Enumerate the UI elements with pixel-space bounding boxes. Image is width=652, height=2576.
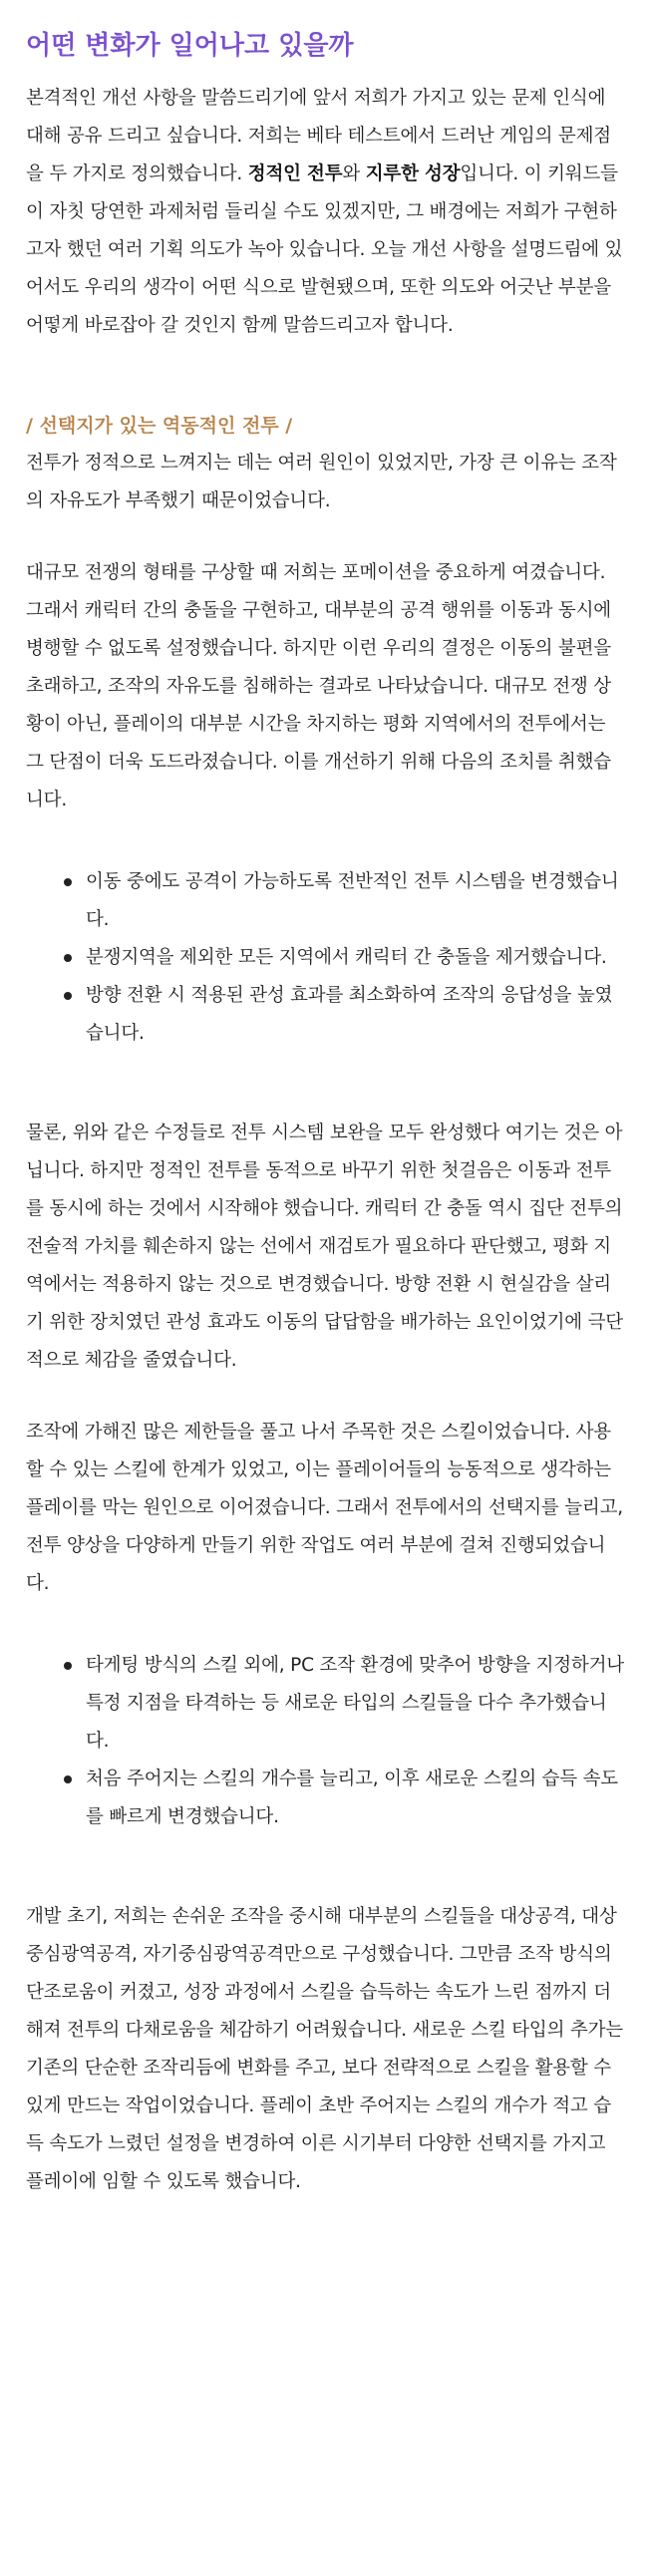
intro-text-b: 와 <box>342 162 366 184</box>
section-heading: / 선택지가 있는 역동적인 전투 / <box>26 414 293 437</box>
list-item: 방향 전환 시 적용된 관성 효과를 최소화하여 조작의 응답성을 높였습니다. <box>86 977 626 1053</box>
list-item: 타게팅 방식의 스킬 외에, PC 조작 환경에 맞추어 방향을 지정하거나 특정 지점을 타격하는 등 새로운 타입의 스킬들을 다수 추가했습니다. <box>86 1647 626 1761</box>
keyword-static-combat: 정적인 전투 <box>247 162 343 184</box>
section-paragraph-5: 개발 초기, 저희는 손쉬운 조작을 중시해 대부분의 스킬들을 대상공격, 대상중심광역공격, 자기중심광역공격만으로 구성했습니다. 그만큼 조작 방식의 단조로움이 커졌고, 성장 과정에서 스킬을 습득하는 속도가 느린 점까지 더해져 전투의 다채로움을 체감하기 어려웠습니다. 새로운 스킬 타입의 추가는 기존의 단순한 조작리듬에 변화를 주고, 보다 전략적으로 스킬을 활용할 수 있게 만드는 작업이었습니다. 플레이 초반 주어지는 스킬의 개수가 적고 습득 속도가 느렸던 설정을 변경하여 이른 시기부터 다양한 선택지를 가지고 플레이에 임할 수 있도록 했습니다. <box>26 1905 623 2192</box>
section-paragraph-1: 전투가 정적으로 느껴지는 데는 여러 원인이 있었지만, 가장 큰 이유는 조작의 자유도가 부족했기 때문이었습니다. <box>26 452 617 511</box>
section-paragraph-4: 조작에 가해진 많은 제한들을 풀고 나서 주목한 것은 스킬이었습니다. 사용할 수 있는 스킬에 한계가 있었고, 이는 플레이어들의 능동적으로 생각하는 플레이를 막는 원인으로 이어졌습니다. 그래서 전투에서의 선택지를 늘리고, 전투 양상을 다양하게 만들기 위한 작업도 여러 부분에 걸쳐 진행되었습니다. <box>26 1421 623 1594</box>
list-item: 분쟁지역을 제외한 모든 지역에서 캐릭터 간 충돌을 제거했습니다. <box>86 939 626 977</box>
intro-text-a: 본격적인 개선 사항을 말씀드리기에 앞서 저희가 가지고 있는 문제 인식에 대해 공유 드리고 싶습니다. 저희는 베타 테스트에서 드러난 게임의 문제점을 두 가지로 정의했습니다. <box>26 87 611 184</box>
article-title: 어떤 변화가 일어나고 있을까 <box>26 31 354 61</box>
section-paragraph-2: 대규모 전쟁의 형태를 구상할 때 저희는 포메이션을 중요하게 여겼습니다. 그래서 캐릭터 간의 충돌을 구현하고, 대부분의 공격 행위를 이동과 동시에 병행할 수 없도록 설정했습니다. 하지만 이런 우리의 결정은 이동의 불편을 초래하고, 조작의 자유도를 침해하는 결과로 나타났습니다. 대규모 전쟁 상황이 아닌, 플레이의 대부분 시간을 차지하는 평화 지역에서의 전투에서는 그 단점이 더욱 도드라졌습니다. 이를 개선하기 위해 다음의 조치를 취했습니다. <box>26 561 611 810</box>
improvement-list-1 <box>26 863 626 1053</box>
list-item: 처음 주어지는 스킬의 개수를 늘리고, 이후 새로운 스킬의 습득 속도를 빠르게 변경했습니다. <box>86 1761 626 1836</box>
section-paragraph-3: 물론, 위와 같은 수정들로 전투 시스템 보완을 모두 완성했다 여기는 것은 아닙니다. 하지만 정적인 전투를 동적으로 바꾸기 위한 첫걸음은 이동과 전투를 동시에 하는 것에서 시작해야 했습니다. 캐릭터 간 충돌 역시 집단 전투의 전술적 가치를 훼손하지 않는 선에서 재검토가 필요하다 판단했고, 평화 지역에서는 적용하지 않는 것으로 변경했습니다. 방향 전환 시 현실감을 살리기 위한 장치였던 관성 효과도 이동의 답답함을 배가하는 요인이었기에 극단적으로 체감을 줄였습니다. <box>26 1122 623 1371</box>
list-item: 이동 중에도 공격이 가능하도록 전반적인 전투 시스템을 변경했습니다. <box>86 863 626 939</box>
improvement-list-2 <box>26 1647 626 1836</box>
intro-text-c: 입니다. 이 키워드들이 자칫 당연한 과제처럼 들리실 수도 있겠지만, 그 배경에는 저희가 구현하고자 했던 여러 기획 의도가 녹아 있습니다. 오늘 개선 사항을 설명드림에 있어서도 우리의 생각이 어떤 식으로 발현됐으며, 또한 의도와 어긋난 부분을 어떻게 바로잡아 갈 것인지 함께 말씀드리고자 합니다. <box>26 162 623 336</box>
intro-paragraph <box>26 80 626 345</box>
keyword-boring-growth: 지루한 성장 <box>365 162 461 184</box>
